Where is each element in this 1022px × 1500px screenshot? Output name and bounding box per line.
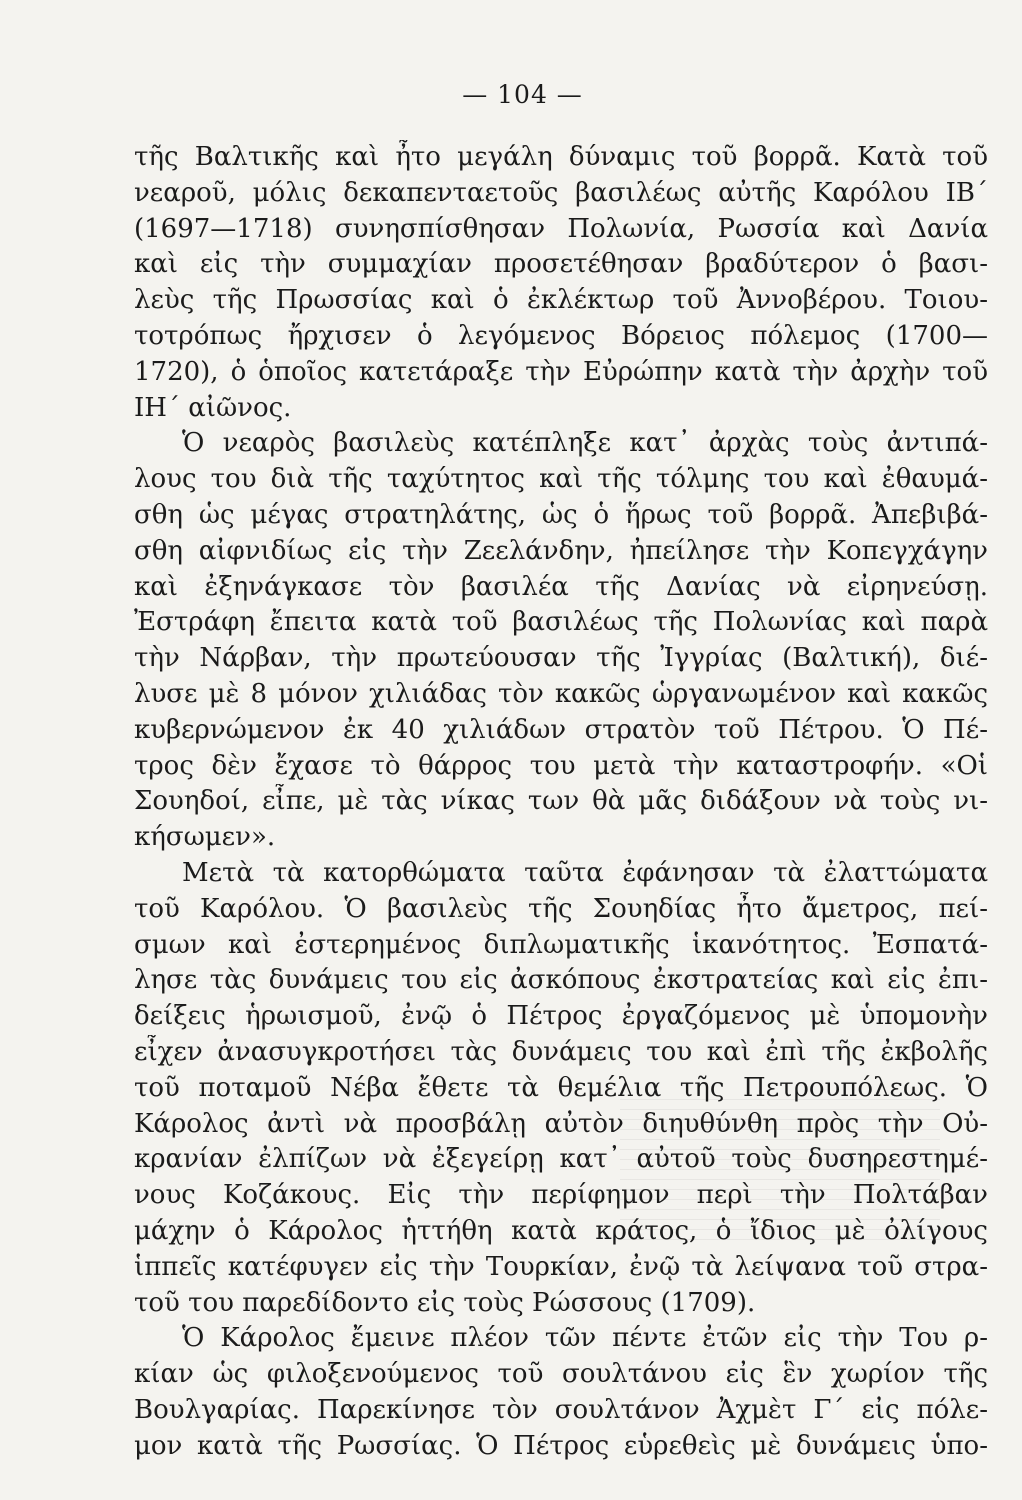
text-line: Μετὰ τὰ κατορθώματα ταῦτα ἐφάνησαν τὰ ἐλαττώματα bbox=[182, 857, 988, 888]
text-line: Ὁ νεαρὸς βασιλεὺς κατέπληξε κατ᾿ ἀρχὰς τοὺς ἀντιπά- bbox=[182, 428, 988, 459]
text-line: δείξεις ἡρωισμοῦ, ἐνῷ ὁ Πέτρος ἐργαζόμενος μὲ ὑπομονὴν bbox=[134, 1001, 988, 1032]
text-line: Ὁ Κάρολος ἔμεινε πλέον τῶν πέντε ἐτῶν εἰς τὴν Του ρ- bbox=[182, 1323, 988, 1354]
text-line: λησε τὰς δυνάμεις του εἰς ἀσκόπους ἐκστρατείας καὶ εἰς ἐπι- bbox=[134, 965, 988, 996]
text-line: καὶ ἐξηνάγκασε τὸν βασιλέα τῆς Δανίας νὰ εἰρηνεύσῃ. bbox=[134, 571, 988, 602]
text-line: εἶχεν ἀνασυγκροτήσει τὰς δυνάμεις του καὶ ἐπὶ τῆς ἐκβολῆς bbox=[134, 1036, 988, 1067]
text-line: Σουηδοί, εἶπε, μὲ τὰς νίκας των θὰ μᾶς διδάξουν νὰ τοὺς νι- bbox=[134, 786, 988, 817]
text-line: Ἐστράφη ἔπειτα κατὰ τοῦ βασιλέως τῆς Πολωνίας καὶ παρὰ bbox=[134, 607, 988, 638]
text-line: τὴν Νάρβαν, τὴν πρωτεύουσαν τῆς Ἰγγρίας (Βαλτική), διέ- bbox=[134, 643, 988, 674]
text-line: τοῦ του παρεδίδοντο εἰς τοὺς Ρώσσους (1709). bbox=[134, 1287, 756, 1318]
body-text bbox=[134, 140, 988, 1464]
text-line: 1720), ὁ ὁποῖος κατετάραξε τὴν Εὐρώπην κατὰ τὴν ἀρχὴν τοῦ bbox=[134, 356, 988, 387]
text-line: Κάρολος ἀντὶ νὰ προσβάλῃ αὐτὸν διηυθύνθη πρὸς τὴν Οὐ- bbox=[134, 1108, 988, 1139]
text-line: σθη ὡς μέγας στρατηλάτης, ὡς ὁ ἥρως τοῦ βορρᾶ. Ἀπεβιβά- bbox=[134, 499, 988, 530]
text-line: σμων καὶ ἐστερημένος διπλωματικῆς ἱκανότητος. Ἐσπατά- bbox=[134, 929, 988, 960]
text-line: νεαροῦ, μόλις δεκαπενταετοῦς βασιλέως αὐτῆς Καρόλου ΙΒ΄ bbox=[134, 177, 988, 208]
text-line: ἱππεῖς κατέφυγεν εἰς τὴν Τουρκίαν, ἐνῷ τὰ λείψανα τοῦ στρα- bbox=[134, 1251, 988, 1282]
text-line: κρανίαν ἐλπίζων νὰ ἐξεγείρῃ κατ᾿ αὐτοῦ τοὺς δυσηρεστημέ- bbox=[134, 1144, 988, 1175]
text-line: τῆς Βαλτικῆς καὶ ἦτο μεγάλη δύναμις τοῦ βορρᾶ. Κατὰ τοῦ bbox=[134, 142, 988, 172]
text-line: σθη αἰφνιδίως εἰς τὴν Ζεελάνδην, ἠπείλησε τὴν Κοπεγχάγην bbox=[134, 535, 988, 566]
text-line: ΙΗ΄ αἰῶνος. bbox=[134, 392, 292, 423]
text-line: μον κατὰ τῆς Ρωσσίας. Ὁ Πέτρος εὑρεθεὶς μὲ δυνάμεις ὑπο- bbox=[134, 1430, 988, 1461]
text-line: καὶ εἰς τὴν συμμαχίαν προσετέθησαν βραδύτερον ὁ βασι- bbox=[134, 249, 988, 280]
page-number: — 104 — bbox=[462, 80, 583, 109]
text-line: κίαν ὡς φιλοξενούμενος τοῦ σουλτάνου εἰς ἓν χωρίον τῆς bbox=[134, 1359, 988, 1390]
text-line: Βουλγαρίας. Παρεκίνησε τὸν σουλτάνον Ἀχμὲτ Γ΄ εἰς πόλε- bbox=[134, 1394, 988, 1425]
text-line: κήσωμεν». bbox=[134, 822, 276, 853]
text-line: τοτρόπως ἤρχισεν ὁ λεγόμενος Βόρειος πόλεμος (1700— bbox=[134, 320, 988, 351]
text-line: νους Κοζάκους. Εἰς τὴν περίφημον περὶ τὴν Πολτάβαν bbox=[134, 1180, 988, 1211]
text-line: τοῦ ποταμοῦ Νέβα ἔθετε τὰ θεμέλια τῆς Πετρουπόλεως. Ὁ bbox=[134, 1072, 988, 1103]
text-line: λυσε μὲ 8 μόνον χιλιάδας τὸν κακῶς ὡργανωμένον καὶ κακῶς bbox=[134, 678, 988, 709]
text-line: μάχην ὁ Κάρολος ἡττήθη κατὰ κράτος, ὁ ἴδιος μὲ ὀλίγους bbox=[134, 1215, 988, 1246]
text-line: λους του διὰ τῆς ταχύτητος καὶ τῆς τόλμης του καὶ ἐθαυμά- bbox=[134, 464, 988, 495]
text-line: τρος δὲν ἔχασε τὸ θάρρος του μετὰ τὴν καταστροφήν. «Οἱ bbox=[134, 750, 988, 781]
text-line: τοῦ Καρόλου. Ὁ βασιλεὺς τῆς Σουηδίας ἦτο ἄμετρος, πεί- bbox=[134, 893, 988, 924]
text-line: λεὺς τῆς Πρωσσίας καὶ ὁ ἐκλέκτωρ τοῦ Ἀννοβέρου. Τοιου- bbox=[134, 285, 988, 316]
text-line: (1697—1718) συνησπίσθησαν Πολωνία, Ρωσσία καὶ Δανία bbox=[134, 213, 988, 244]
text-line: κυβερνώμενον ἐκ 40 χιλιάδων στρατὸν τοῦ Πέτρου. Ὁ Πέ- bbox=[134, 714, 988, 745]
